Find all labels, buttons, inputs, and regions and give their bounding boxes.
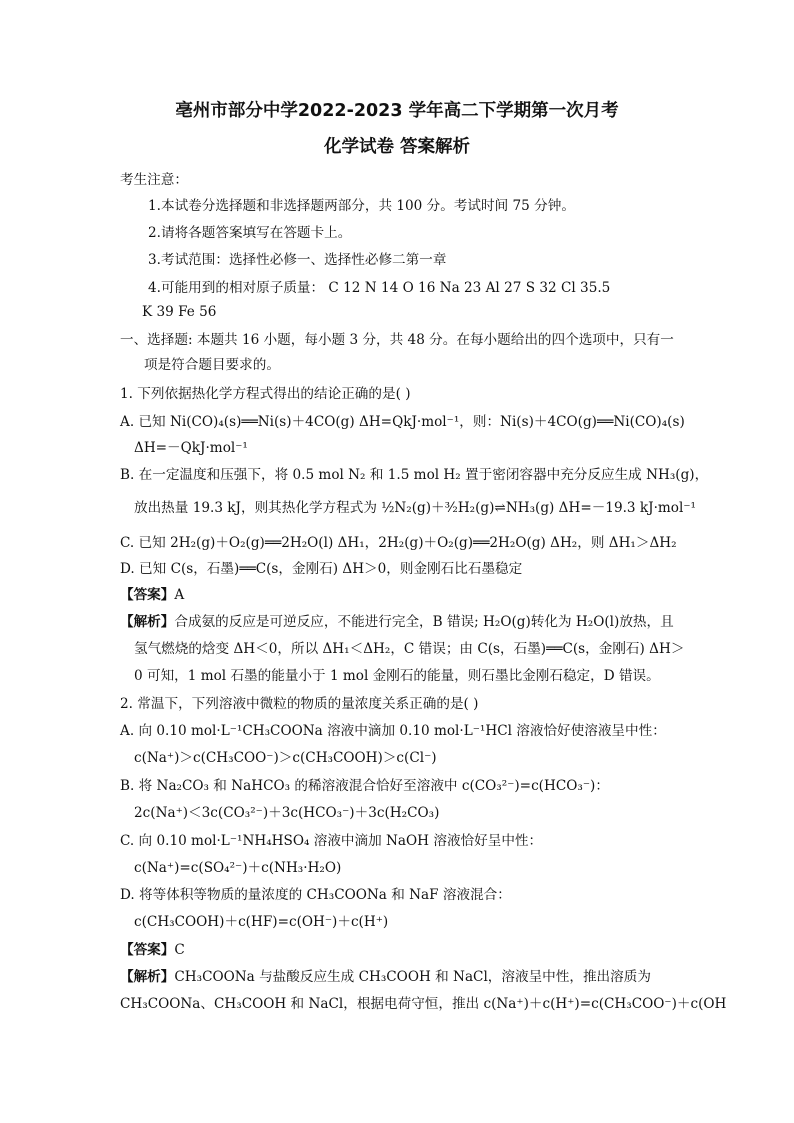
answer [120,940,185,960]
notice-item: K 39 Fe 56 [142,304,217,320]
analysis-text: 合成氨的反应是可逆反应，不能进行完全，B 错误; H₂O(g)转化为 H₂O(l)放热，且 [174,614,674,630]
notice-item: 2.请将各题答案填写在答题卡上。 [148,225,352,241]
analysis [120,967,651,987]
option-d: D. 已知 C(s，石墨)══C(s，金刚石) ΔH＞0，则金刚石比石墨稳定 [120,561,523,577]
question-stem: 1. 下列依据热化学方程式得出的结论正确的是( ) [120,386,411,402]
answer-value: A [174,587,185,603]
option-c: C. 向 0.10 mol·L⁻¹NH₄HSO₄ 溶液中滴加 NaOH 溶液恰好呈中性： [120,833,543,849]
option-b: 放出热量 19.3 kJ，则其热化学方程式为 ½N₂(g)＋³⁄₂H₂(g)⇌NH₃(g) ΔH=－19.3 kJ·mol⁻¹ [134,500,696,516]
question-stem: 2. 常温下，下列溶液中微粒的物质的量浓度关系正确的是( ) [120,696,479,712]
section-heading: 项是符合题目要求的。 [144,357,280,373]
notice-item: 4.可能用到的相对原子质量： C 12 N 14 O 16 Na 23 Al 27 S 32 Cl 35.5 [148,280,611,296]
answer [120,585,184,605]
option-c: c(Na⁺)=c(SO₄²⁻)＋c(NH₃·H₂O) [134,860,342,876]
analysis-label: 【解析】 [120,969,175,985]
notice-label: 考生注意： [120,172,188,188]
option-c: C. 已知 2H₂(g)＋O₂(g)══2H₂O(l) ΔH₁，2H₂(g)＋O₂(g)══2H₂O(g) ΔH₂，则 ΔH₁＞ΔH₂ [120,535,677,551]
option-a: A. 已知 Ni(CO)₄(s)══Ni(s)＋4CO(g) ΔH=QkJ·mol⁻¹，则：Ni(s)＋4CO(g)══Ni(CO)₄(s) [120,414,685,430]
option-b: B. 在一定温度和压强下，将 0.5 mol N₂ 和 1.5 mol H₂ 置于密闭容器中充分反应生成 NH₃(g)， [120,467,709,483]
analysis-text: CH₃COONa 与盐酸反应生成 CH₃COOH 和 NaCl，溶液呈中性，推出溶质为 [174,969,651,985]
answer-label: 【答案】 [120,587,175,603]
analysis-text: 0 可知，1 mol 石墨的能量小于 1 mol 金刚石的能量，则石墨比金刚石稳定，D 错误。 [134,668,660,684]
notice-item: 1.本试卷分选择题和非选择题两部分，共 100 分。考试时间 75 分钟。 [148,198,575,214]
option-b: B. 将 Na₂CO₃ 和 NaHCO₃ 的稀溶液混合恰好至溶液中 c(CO₃²⁻)=c(HCO₃⁻)： [120,778,609,794]
answer-label: 【答案】 [120,942,175,958]
page-title: 亳州市部分中学2022-2023 学年高二下学期第一次月考 [175,101,619,121]
option-a: ΔH=－QkJ·mol⁻¹ [134,440,248,456]
analysis-text: CH₃COONa、CH₃COOH 和 NaCl，根据电荷守恒，推出 c(Na⁺)＋c(H⁺)=c(CH₃COO⁻)＋c(OH [120,996,727,1012]
section-heading: 一、选择题: 本题共 16 小题，每小题 3 分，共 48 分。在每小题给出的四个选项中，只有一 [120,332,674,348]
analysis [120,612,674,632]
page-subtitle: 化学试卷 答案解析 [323,137,471,157]
option-d: c(CH₃COOH)＋c(HF)=c(OH⁻)＋c(H⁺) [134,914,389,930]
option-b: 2c(Na⁺)＜3c(CO₃²⁻)＋3c(HCO₃⁻)＋3c(H₂CO₃) [134,805,440,821]
option-d: D. 将等体积等物质的量浓度的 CH₃COONa 和 NaF 溶液混合： [120,887,511,903]
answer-value: C [174,942,185,958]
analysis-label: 【解析】 [120,614,175,630]
option-a: c(Na⁺)＞c(CH₃COO⁻)＞c(CH₃COOH)＞c(Cl⁻) [134,750,437,766]
notice-item: 3.考试范围：选择性必修一、选择性必修二第一章 [148,252,447,268]
option-a: A. 向 0.10 mol·L⁻¹CH₃COONa 溶液中滴加 0.10 mol·L⁻¹HCl 溶液恰好使溶液呈中性： [120,723,666,739]
analysis-text: 氢气燃烧的焓变 ΔH＜0，所以 ΔH₁＜ΔH₂，C 错误；由 C(s，石墨)══C(s，金刚石) ΔH＞ [134,641,685,657]
